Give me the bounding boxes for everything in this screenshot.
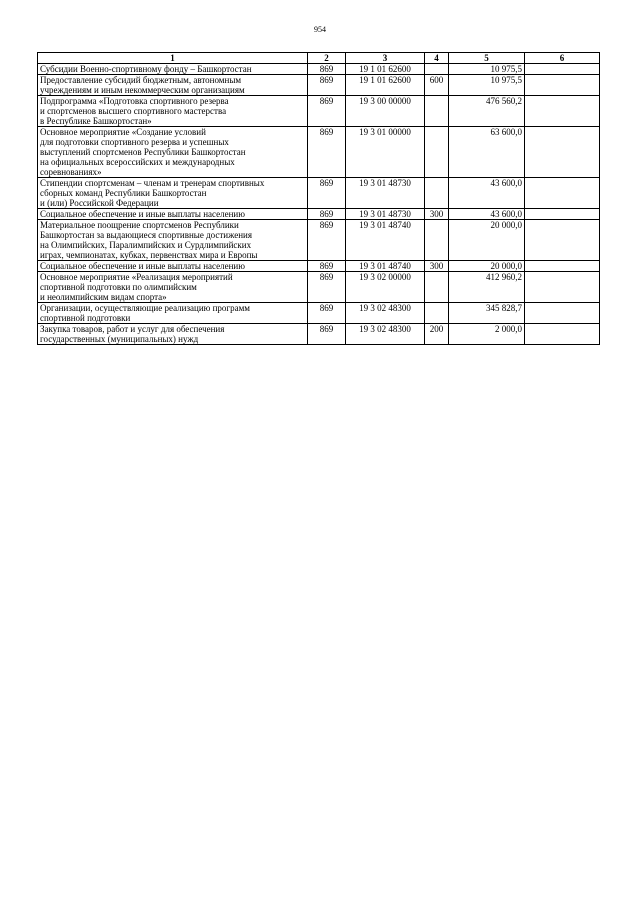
header-cell: 3: [346, 53, 425, 64]
table-row: [38, 75, 600, 96]
row-vr-cell: [425, 64, 449, 75]
table-row: [38, 127, 600, 178]
table-row: [38, 261, 600, 272]
row-gr-cell: 869: [308, 96, 346, 127]
header-cell: 1: [38, 53, 308, 64]
row-name-cell: Социальное обеспечение и иные выплаты населению: [38, 209, 308, 220]
row-name-cell: Субсидии Военно-спортивному фонду – Башкортостан: [38, 64, 308, 75]
row-code-cell: 19 3 02 48300: [346, 303, 425, 324]
row-name-cell: Стипендии спортсменам – членам и тренерам спортивных сборных команд Республики Башкортостан и (или) Российской Федерации: [38, 178, 308, 209]
row-name-cell: Организации, осуществляющие реализацию программ спортивной подготовки: [38, 303, 308, 324]
row-extra-cell: [525, 178, 600, 209]
row-gr-cell: 869: [308, 272, 346, 303]
table-row: [38, 272, 600, 303]
row-code-cell: 19 1 01 62600: [346, 75, 425, 96]
row-vr-cell: [425, 127, 449, 178]
table-row: [38, 64, 600, 75]
header-cell: 6: [525, 53, 600, 64]
row-gr-cell: 869: [308, 261, 346, 272]
row-sum-cell: 20 000,0: [449, 220, 525, 261]
row-extra-cell: [525, 272, 600, 303]
row-gr-cell: 869: [308, 75, 346, 96]
row-code-cell: 19 1 01 62600: [346, 64, 425, 75]
budget-table: [37, 52, 600, 345]
row-extra-cell: [525, 324, 600, 345]
header-cell: 5: [449, 53, 525, 64]
row-name-cell: Предоставление субсидий бюджетным, автономным учреждениям и иным некоммерческим организациям: [38, 75, 308, 96]
row-name-cell: Закупка товаров, работ и услуг для обеспечения государственных (муниципальных) нужд: [38, 324, 308, 345]
row-code-cell: 19 3 01 48740: [346, 220, 425, 261]
row-sum-cell: 10 975,5: [449, 75, 525, 96]
row-extra-cell: [525, 303, 600, 324]
header-cell: 2: [308, 53, 346, 64]
row-extra-cell: [525, 64, 600, 75]
row-gr-cell: 869: [308, 178, 346, 209]
row-code-cell: 19 3 01 48730: [346, 178, 425, 209]
row-gr-cell: 869: [308, 209, 346, 220]
row-extra-cell: [525, 127, 600, 178]
row-vr-cell: 300: [425, 209, 449, 220]
row-gr-cell: 869: [308, 324, 346, 345]
row-extra-cell: [525, 75, 600, 96]
row-name-cell: Материальное поощрение спортсменов Республики Башкортостан за выдающиеся спортивные достижения на Олимпийских, Паралимпийских и Сурдлимпийских играх, чемпионатах, кубках, первенствах мира и Европы: [38, 220, 308, 261]
table-row: [38, 209, 600, 220]
row-sum-cell: 43 600,0: [449, 209, 525, 220]
row-vr-cell: [425, 178, 449, 209]
row-vr-cell: [425, 303, 449, 324]
row-vr-cell: [425, 220, 449, 261]
row-sum-cell: 20 000,0: [449, 261, 525, 272]
row-vr-cell: 300: [425, 261, 449, 272]
table-row: [38, 303, 600, 324]
table-row: [38, 178, 600, 209]
row-vr-cell: [425, 96, 449, 127]
row-gr-cell: 869: [308, 303, 346, 324]
row-code-cell: 19 3 01 48730: [346, 209, 425, 220]
row-name-cell: Основное мероприятие «Создание условий для подготовки спортивного резерва и успешных выступлений спортсменов Республики Башкортостан на официальных всероссийских и международных соревнованиях»: [38, 127, 308, 178]
row-vr-cell: 200: [425, 324, 449, 345]
row-name-cell: Социальное обеспечение и иные выплаты населению: [38, 261, 308, 272]
row-sum-cell: 412 960,2: [449, 272, 525, 303]
table-row: [38, 220, 600, 261]
row-code-cell: 19 3 01 00000: [346, 127, 425, 178]
row-extra-cell: [525, 96, 600, 127]
page-number: 954: [314, 25, 326, 34]
row-code-cell: 19 3 02 48300: [346, 324, 425, 345]
row-sum-cell: 476 560,2: [449, 96, 525, 127]
row-code-cell: 19 3 02 00000: [346, 272, 425, 303]
table-row: [38, 324, 600, 345]
header-cell: 4: [425, 53, 449, 64]
row-vr-cell: 600: [425, 75, 449, 96]
row-code-cell: 19 3 00 00000: [346, 96, 425, 127]
table-header-row: [38, 53, 600, 64]
row-gr-cell: 869: [308, 127, 346, 178]
table-row: [38, 96, 600, 127]
row-sum-cell: 63 600,0: [449, 127, 525, 178]
row-vr-cell: [425, 272, 449, 303]
row-gr-cell: 869: [308, 64, 346, 75]
row-name-cell: Основное мероприятие «Реализация мероприятий спортивной подготовки по олимпийским и неолимпийским видам спорта»: [38, 272, 308, 303]
row-extra-cell: [525, 261, 600, 272]
row-extra-cell: [525, 220, 600, 261]
row-name-cell: Подпрограмма «Подготовка спортивного резерва и спортсменов высшего спортивного мастерства в Республике Башкортостан»: [38, 96, 308, 127]
row-sum-cell: 2 000,0: [449, 324, 525, 345]
row-gr-cell: 869: [308, 220, 346, 261]
row-code-cell: 19 3 01 48740: [346, 261, 425, 272]
row-sum-cell: 345 828,7: [449, 303, 525, 324]
row-sum-cell: 10 975,5: [449, 64, 525, 75]
row-extra-cell: [525, 209, 600, 220]
row-sum-cell: 43 600,0: [449, 178, 525, 209]
